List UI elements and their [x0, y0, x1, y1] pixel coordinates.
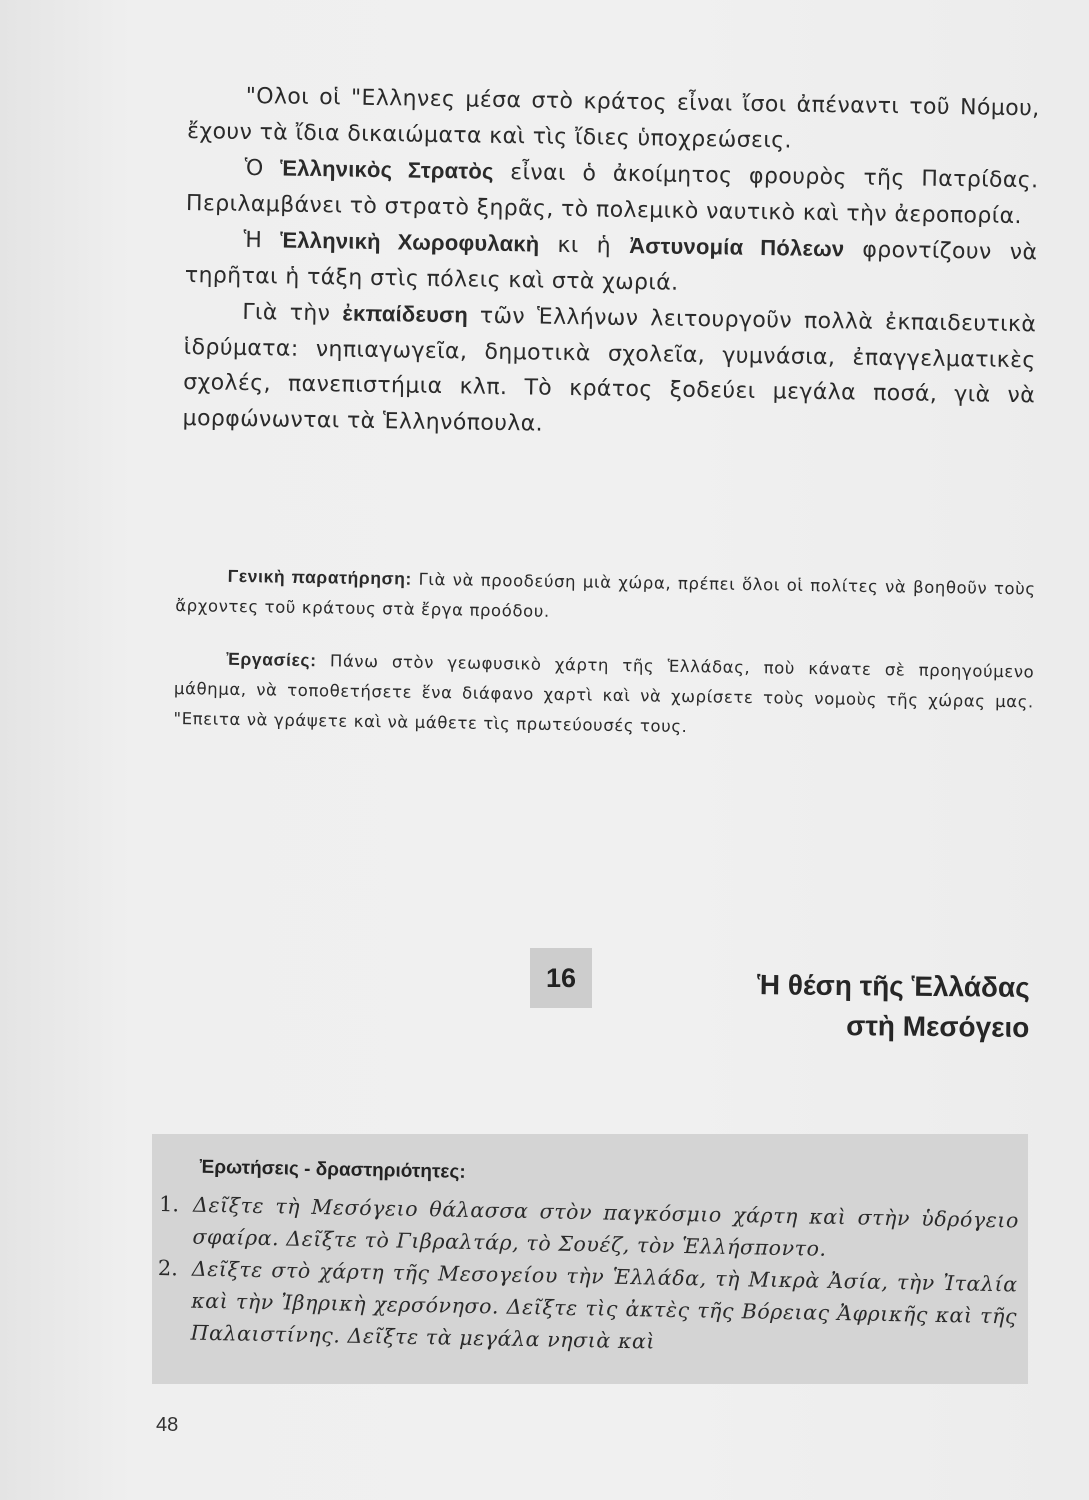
page-number: 48 [156, 1414, 179, 1436]
general-note: Γενικὴ παρατήρηση: Γιὰ νὰ προοδεύση μιὰ χώρα, πρέπει ὅλοι οἱ πολίτες νὰ βοηθοῦν τοὺς ἄρχοντες τοῦ κράτους στὰ ἔργα προόδου. [175, 565, 1036, 621]
paragraph-education: Γιὰ τὴν ἐκπαίδευση τῶν Ἑλλήνων λειτουργοῦν πολλὰ ἐκπαιδευτικὰ ἱδρύματα: νηπιαγωγεῖα, δημοτικὰ σχολεῖα, γυμνάσια, ἐπαγγελματικὲς σχολές, πανεπιστήμια κλπ. Τὸ κράτος ξοδεύει μεγάλα ποσά, γιὰ νὰ μορφώνωνται τὰ Ἑλληνόπουλα. [182, 299, 1037, 437]
term-city-police: Ἀστυνομία Πόλεων [628, 232, 845, 262]
general-note-label: Γενικὴ παρατήρηση: [227, 565, 413, 589]
lesson-number-badge: 16 [530, 948, 592, 1008]
question-text: Δεῖξτε τὴ Μεσόγειο θάλασσα στὸν παγκόσμιο χάρτη καὶ στὴν ὑδρόγειο σφαίρα. Δεῖξτε τὸ Γιβραλτάρ, τὸ Σουέζ, τὸν Ἑλλήσποντο. [192, 1192, 1020, 1261]
notes-section [173, 560, 1036, 769]
paragraph-police: Ἡ Ἑλληνικὴ Χωροφυλακὴ κι ἡ Ἀστυνομία Πόλεων φροντίζουν νὰ τηρῆται ἡ τάξη στὶς πόλεις καὶ στὰ χωριά. [184, 227, 1038, 296]
lesson-title-line-2: στὴ Μεσόγειο [846, 1010, 1030, 1043]
term-gendarmerie: Ἑλληνικὴ Χωροφυλακὴ [280, 227, 540, 257]
question-number: 1. [158, 1191, 180, 1217]
lesson-title [649, 964, 1030, 1048]
term-education: ἐκπαίδευση [342, 300, 469, 328]
question-text: Δεῖξτε στὸ χάρτη τῆς Μεσογείου τὴν Ἑλλάδα, τὴ Μικρὰ Ἀσία, τὴν Ἰταλία καὶ τὴν Ἰβηρικὴ χερσόνησο. Δεῖξτε τὶς ἀκτὲς τῆς Βόρειας Ἀφρικῆς καὶ τῆς Παλαιστίνης. Δεῖξτε τὰ μεγάλα νησιὰ καὶ [190, 1256, 1018, 1354]
paragraph-army: Ὁ Ἑλληνικὸς Στρατὸς εἶναι ὁ ἀκοίμητος φρουρὸς τῆς Πατρίδας. Περιλαμβάνει τὸ στρατὸ ξηρᾶς, τὸ πολεμικὸ ναυτικὸ καὶ τὴν ἀεροπορία. [185, 155, 1039, 229]
lesson-title-line-1: Ἡ θέση τῆς Ἑλλάδας [756, 969, 1030, 1003]
body-text [182, 78, 1040, 449]
question-number: 2. [157, 1255, 179, 1281]
tasks-note: Ἐργασίες: Πάνω στὸν γεωφυσικὸ χάρτη τῆς Ἑλλάδας, ποὺ κάνατε σὲ προηγούμενο μάθημα, νὰ τοποθετήσετε ἕνα διάφανο χαρτὶ καὶ νὰ χωρίσετε τοὺς νομοὺς τῆς χώρας μας. "Επειτα νὰ γράψετε καὶ νὰ μάθετε τὶς πρωτεύουσές τους. [173, 648, 1035, 737]
paragraph-equality: "Ολοι οἱ "Ελληνες μέσα στὸ κράτος εἶναι ἴσοι ἀπέναντι τοῦ Νόμου, ἔχουν τὰ ἴδια δικαιώματα καὶ τὶς ἴδιες ὑποχρεώσεις. [186, 83, 1040, 153]
questions-section [156, 1156, 1020, 1364]
term-army: Ἑλληνικὸς Στρατὸς [280, 155, 494, 184]
tasks-label: Ἐργασίες: [226, 648, 317, 671]
question-item [156, 1252, 1018, 1364]
questions-heading: Ἐρωτήσεις - δραστηριότητες: [199, 1156, 466, 1183]
